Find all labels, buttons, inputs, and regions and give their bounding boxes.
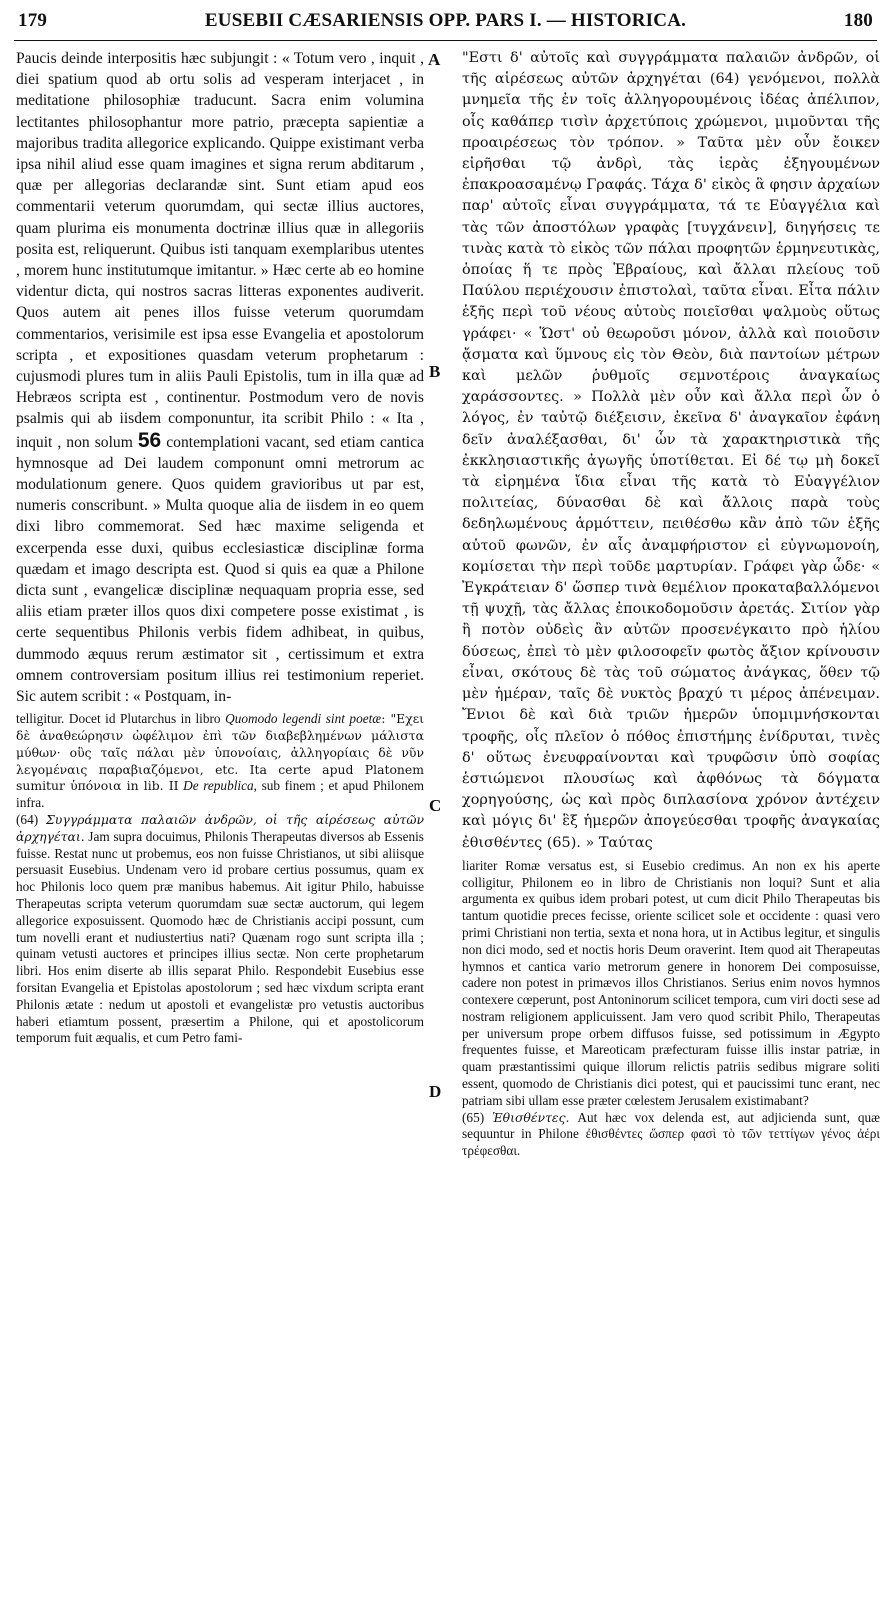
margin-letter-c: C <box>429 796 442 815</box>
right-column <box>462 48 880 1160</box>
header-rule <box>14 40 877 41</box>
footnote-65 <box>462 1110 880 1160</box>
left-main-text-part1: Paucis deinde interpositis hæc subjungit : « Totum vero , inquit , diei spatium quod ab ortu solis ad vesperam interjacet , in meditatione philosophiæ traducunt. Sacra enim volumina lectitantes philosophantur more patrio, præcepta sapientiæ a majoribus tradita allegorice explicando. Quippe existimant verba ipsa nihil aliud esse quam imagines et signa rerum abditarum , quæ per allegorias declarandæ sint. Sunt etiam apud eos commentarii veterum quorumdam, qui sectæ illius auctores, quam plurima eis monumenta doctrinæ illius quæ in allegoriis posita est, reliquerunt. Quibus isti tanquam exemplaribus utentes , morem hunc institutumque imitantur. » Hæc certe ab eo homine videntur dicta, qui nostros sacras litteras exponentes audiverit. Quos autem ait penes illos fuisse veterum quorumdam commentarios, verisimile est ipsa esse Evangelia et apostolorum scripta , et expositiones quasdam veterum prophetarum : cujusmodi plures tum in aliis Pauli Epistolis, tum in illa quæ ad Hebræos scripta est , continentur. Postmodum vero de novis psalmis qui ab iisdem componuntur, ita scribit Philo : « Ita , inquit , non solum <box>16 50 424 451</box>
footnote-64-text: Jam supra docuimus, Philonis Therapeutas diversos ab Essenis fuisse. Restat nunc ut probemus, eos non fuisse Christianos, ut sibi aliisque persuasit Eusebius. Undenam vero id probare certius possumus, quam ex hoc Philonis loco quem præ manibus habemus. Ait igitur Philo, habuisse Therapeutas scripta veterum quorumdam suæ sectæ auctorum, qui legem allegorice exposuissent. Quomodo hæc de Christianis accipi possunt, cum tum novelli erant et nudiustertius nati? Quænam rogo sunt scripta illa ; quinam vetusti auctores et principes illius sectæ. Non certe prophetarum libri. Hos enim diserte ab illis separat Philo. Respondebit Eusebius esse forsitan Evangelia et Epistolas apostolorum ; sed hæc vixdum scripta erant Philonis ætate : nedum ut apostoli et evangelistæ pro vetustis auctoribus haberi etiamtum possent, præsertim a Philone, qui et apostolicorum temporum fuit æqualis, et cum Petro fami- <box>16 828 424 1046</box>
footnote-cont-text-c: , sub finem ; et apud Philonem infra. <box>16 778 424 811</box>
column-number: 56 <box>137 428 162 452</box>
footnote-continuation-left <box>16 711 424 812</box>
footnote-65-label: (65) <box>462 1109 485 1125</box>
right-page-number: 180 <box>843 10 873 31</box>
left-main-text <box>16 48 424 707</box>
margin-letter-a: A <box>428 50 441 69</box>
footnote-64-heading: Συγγράμματα παλαιῶν ἀνδρῶν, οἱ τῆς αἱρέσεως αὐτῶν ἀρχηγέται. <box>16 812 424 844</box>
footnote-cont-book-title: De republica <box>183 778 254 794</box>
right-greek-text: "Εστι δ' αὐτοῖς καὶ συγγράμματα παλαιῶν ἀνδρῶν, οἱ τῆς αἱρέσεως αὐτῶν ἀρχηγέται (64) γενόμενοι, πολλὰ μνημεῖα τῆς ἐν τοῖς ἀλληγορουμένοις ἰδέας ἀπέλιπον, οἷς καθάπερ τισὶν ἀρχετύποις χρώμενοι, μιμοῦνται τῆς προαιρέσεως τὸν τρόπον. » Ταῦτα μὲν οὖν ἔοικεν εἰρῆσθαι τῷ ἀνδρὶ, τὰς ἱερὰς ἐξηγουμένων ἐπακροασαμένῳ Γραφάς. Τάχα δ' εἰκὸς ἃ φησιν ἀρχαίων παρ' αὐτοῖς εἶναι συγγράμματα, τά τε Εὐαγγέλια καὶ τὰς τῶν ἀποστόλων γραφὰς [τυγχάνειν], διηγήσεις τε τινὰς κατὰ τὸ εἰκὸς τῶν πάλαι προφητῶν ἑρμηνευτικὰς, ὁποίας ἥ τε πρὸς Ἑβραίους, καὶ ἄλλαι πλείους τοῦ Παύλου περιέχουσιν ἐπιστολαὶ, ταῦτα εἶναι. Εἶτα πάλιν ἑξῆς περὶ τοῦ νέους αὐτοὺς ποιεῖσθαι ψαλμοὺς οὕτως γράφει· « Ὥστ' οὐ θεωροῦσι μόνον, ἀλλὰ καὶ ποιοῦσιν ᾄσματα καὶ ὕμνους εἰς τὸν Θεὸν, διὰ παντοίων μέτρων καὶ μελῶν ῥυθμοῖς σεμνοτέροις ἀναγκαίως χαράσσοντες. » Πολλὰ μὲν οὖν καὶ ἄλλα περὶ ὧν ὁ λόγος, ἐν ταὐτῷ διέξεισιν, ἐκεῖνα δ' ἀναγκαῖον ἐφάνη δεῖν ἀναλέξασθαι, δι' ὧν τὰ χαρακτηριστικὰ τῆς ἐκκλησιαστικῆς ἀγωγῆς ὑποτίθεται. Εἰ δέ τῳ μὴ δοκεῖ τὰ εἰρημένα ἴδια εἶναι τῆς κατὰ τὸ Εὐαγγέλιον πολιτείας, δύνασθαι δὲ καὶ ἄλλοις παρὰ τοὺς δεδηλωμένους ἁρμόττειν, πειθέσθω κἂν ἀπὸ τῶν ἑξῆς αὐτοῦ φωνῶν, ἐν αἷς ἀναμφήριστον εἰ εὐγνωμονοίη, κομίσεται τὴν περὶ τοῦδε μαρτυρίαν. Γράφει γὰρ ὧδε· « Ἐγκράτειαν δ' ὥσπερ τινὰ θεμέλιον προκαταβαλλόμενοι τῇ ψυχῇ, τὰς ἄλλας ἐποικοδομοῦσιν ἀρετάς. Σιτίον γὰρ ἢ ποτὸν οὐδεὶς ἂν αὐτῶν προσενέγκαιτο πρὸ ἡλίου δύσεως, ἐπεὶ τὸ μὲν φιλοσοφεῖν φωτὸς ἄξιον κρίνουσιν εἶναι, σκότους δὲ τὰς τοῦ σώματος ἀνάγκας, ὅθεν τῷ μὲν ἡμέραν, ταῖς δὲ νυκτὸς βραχύ τι μέρος ἀπένειμαν. Ἔνιοι δὲ καὶ διὰ τριῶν ἡμερῶν ὑπομιμνήσκονται τροφῆς, οἷς πλεῖον ὁ πόθος ἐπιστήμης ἐνίδρυται, τινὲς δ' οὕτως ἐνευφραίνονται καὶ τρυφῶσιν ὑπὸ σοφίας ἑστιώμενοι πλουσίως καὶ ἀφθόνως τὰ δόγματα χορηγούσης, ὡς καὶ πρὸς διπλασίονα χρόνον ἀντέχειν καὶ μόγις δι' ἓξ ἡμερῶν ἀπογεύεσθαι τροφῆς ἀναγκαίας ἐθισθέντες (65). » Ταύτας <box>462 50 880 851</box>
left-main-text-part2: contemplationi vacant, sed etiam cantica hymnosque ad Dei laudem componunt omni metrorum ac modulationum genere. Quos quidem gravioribus ut par est, numeris conscribunt. » Multa quoque alia de iisdem in eo quem dixi libro commemorat. Sed hæc maxime seligenda et excerpenda esse duxi, quibus ecclesiasticæ disciplinæ forma quædam et imago descripta est. Quod si quis ea quæ a Philone dicta sunt , evangelicæ disciplinæ nequaquam propria esse, sed aliis etiam præter illos quos dixi competere posse existimat , is certe sequentibus Philonis verbis fidem adhibeat, in quibus, dummodo æquus rerum æstimator sit , certissimum et extra omnem controversiam positum illius rei testimonium reperiet. Sic autem scribit : « Postquam, in- <box>16 433 424 706</box>
footnote-cont-greek: : "Εχει δὲ ἀναθεώρησιν ὠφέλιμον ἐπὶ τῶν διαβεβλημένων μάλιστα μύθων· οὓς ταῖς πάλαι μὲν ὑπονοίαις, ἀλληγορίαις δὲ νῦν λεγομέναις παραβιαζόμενοι, etc. Ita certe apud Platonem sumitur ὑπόνοια in lib. II <box>16 711 424 794</box>
footnote-65-heading: Ἐθισθέντες. <box>492 1109 570 1125</box>
running-title: EUSEBII CÆSARIENSIS OPP. PARS I. — HISTORICA. <box>204 10 687 31</box>
right-footnotes <box>462 858 880 1160</box>
left-page-number: 179 <box>18 10 48 31</box>
footnote-64 <box>16 812 424 1047</box>
footnote-cont-text-a: telligitur. Docet id Plutarchus in libro <box>16 711 221 727</box>
margin-letter-b: B <box>429 362 441 381</box>
footnote-64-continuation: liariter Romæ versatus est, si Eusebio credimus. An non ex his aperte colligitur, Philonem eo in libro de Christianis non loqui? Sunt et alia argumenta ex quibus idem probari potest, ut cum dicit Philo Therapeutas bis tantum quotidie preces fecisse, oriente scilicet sole et occidente : quasi vero primi Christiani non tertia, sexta et nona hora, ut in Actibus legitur, et singulis non dici modo, sed et noctis horis Deum oraverint. Item quod ait Therapeutas hymnos et cantica vario metrorum genere in honorem Dei composuisse, cadere non potest in primævos illos Christianos. Serius enim novos hymnos contexere cœperunt, post Antoninorum scilicet tempora, cum viri docti sese ad nostram religionem applicuissent. Jam vero quod scribit Philo, Therapeutas per universum prope orbem diffusos fuisse, sed potissimum in Ægypto frequentes fuisse, et Mareoticam præfecturam fuisse illis instar patriæ, in quam præstantissimi quique illorum relictis patriis sedibus migrare soliti essent, quomodo de Christianis dici potest, qui et paucissimi tunc erant, nec patriam sibi ullam esse præter cœlestem Jerusalem existimabant? <box>462 857 880 1108</box>
left-footnotes <box>16 711 424 1047</box>
footnote-65-text: Aut hæc vox delenda est, aut adjicienda sunt, quæ sequuntur in Philone ἐθισθέντες ὥσπερ φασὶ τὸ τῶν τεττίγων γένος ἀέρι τρέφεσθαι. <box>462 1109 880 1159</box>
footnote-64-label: (64) <box>16 812 39 828</box>
margin-letter-d: D <box>429 1082 442 1101</box>
page-header <box>18 10 873 36</box>
footnote-cont-work-title: Quomodo legendi sint poetæ <box>225 711 382 727</box>
left-column <box>16 48 424 1047</box>
